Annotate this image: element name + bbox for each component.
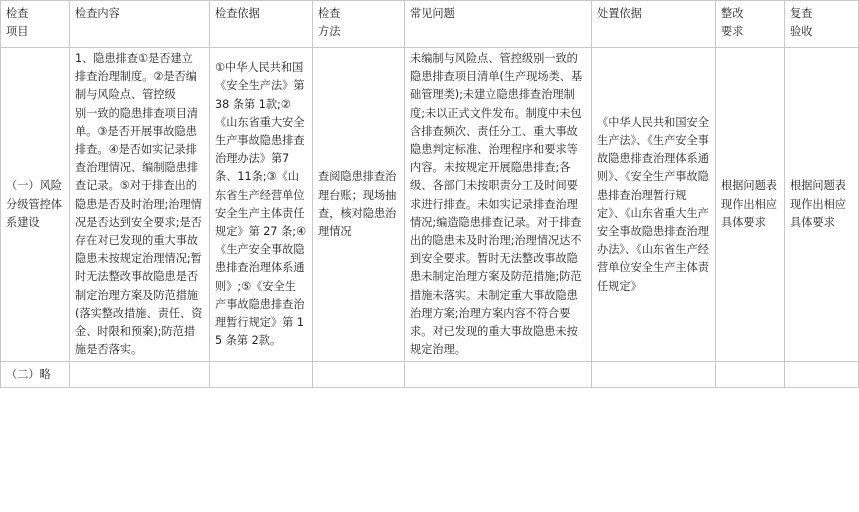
cell-disposal: 《中华人民共和国安全生产法》、《生产安全事故隐患排查治理体系通则》、《安全生产事故隐患排查治理暂行规定》、《山东省重大生产安全事故隐患排查治理办法》、《山东省生产经营单位安全生产主体责任规定》 <box>592 48 716 362</box>
cell-empty <box>785 362 859 388</box>
cell-content: 1、隐患排查①是否建立排查治理制度。②是否编制与风险点、管控级 别一致的隐患排查项目清单。③是否开展事故隐患排查。④是否如实记录排查治理情况、编制隐患排查记录。⑤对于排查出的隐患是否及时治理;治理情况是否达到安全要求;是否存在对已发现的重大事故隐患未按规定治理情况;暂时无法整改事故隐患是否制定治理方案及防范措施(落实整改措施、责任、资金、时限和预案);防范措施是否落实。 <box>70 48 210 362</box>
cell-item: （一）风险分级管控体系建设 <box>1 48 70 362</box>
cell-empty <box>210 362 313 388</box>
header-content: 检查内容 <box>70 1 210 48</box>
header-problems: 常见问题 <box>405 1 592 48</box>
table-row <box>1 48 859 362</box>
header-basis: 检查依据 <box>210 1 313 48</box>
cell-rectify: 根据问题表现作出相应具体要求 <box>716 48 785 362</box>
cell-item: （二）略 <box>1 362 70 388</box>
cell-basis: ①中华人民共和国《安全生产法》第 38 条第 1款;② 《山东省重大安全生产事故隐患排查治理办法》第7 条、11条;③《山东省生产经营单位安全生产主体责任规定》第 27 条;④《生产安全事故隐患排查治理体系通则》;⑤《安全生产事故隐患排查治理暂行规定》第 15 条第 2款。 <box>210 48 313 362</box>
cell-method: 查阅隐患排查治理台账；现场抽查，核对隐患治理情况 <box>313 48 405 362</box>
header-rectify: 整改 要求 <box>716 1 785 48</box>
header-row <box>1 1 859 48</box>
cell-review: 根据问题表现作出相应具体要求 <box>785 48 859 362</box>
cell-empty <box>405 362 592 388</box>
cell-empty <box>70 362 210 388</box>
header-method: 检查 方法 <box>313 1 405 48</box>
header-disposal: 处置依据 <box>592 1 716 48</box>
cell-empty <box>716 362 785 388</box>
header-review: 复查 验收 <box>785 1 859 48</box>
cell-empty <box>313 362 405 388</box>
table-row <box>1 362 859 388</box>
cell-problems: 未编制与风险点、管控级别一致的隐患排查项目清单(生产现场类、基础管理类);未建立隐患排查治理制度;未以正式文件发布。制度中未包含排查频次、责任分工、重大事故隐患判定标准、治理程序和要求等内容。未按规定开展隐患排查;各级、各部门未按职责分工及时间要求进行排查。未如实记录排查治理情况;编造隐患排查记录。对于排查出的隐患未及时治理;治理情况达不到安全要求。暂时无法整改事故隐患未制定治理方案及防范措施;防范措施未落实。未制定重大事故隐患治理方案;治理方案内容不符合要求。对已发现的重大事故隐患未按规定治理。 <box>405 48 592 362</box>
header-item: 检查 项目 <box>1 1 70 48</box>
cell-empty <box>592 362 716 388</box>
